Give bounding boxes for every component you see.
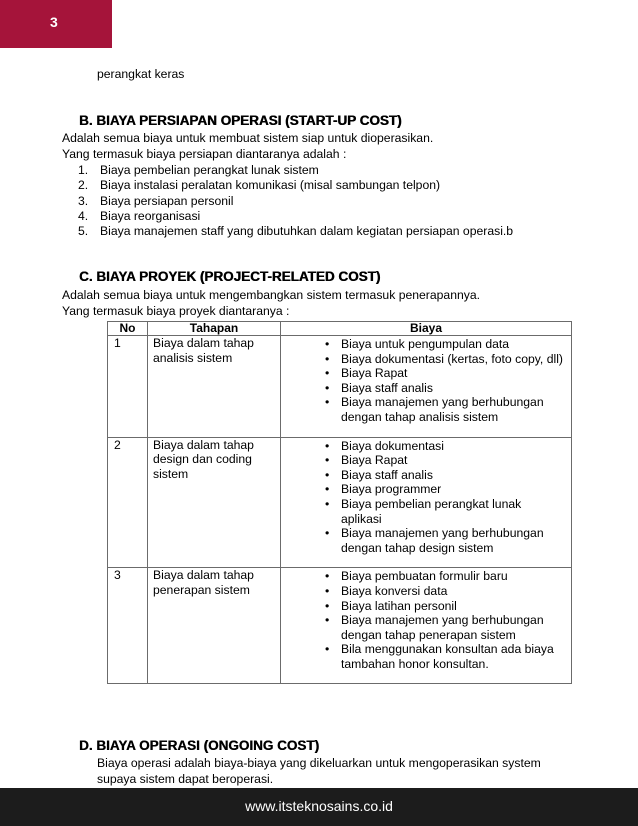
cost-item: • Biaya manajemen yang berhubungan dengan tahap penerapan sistem (281, 613, 571, 642)
header-no: No (108, 322, 148, 336)
cost-item: • Biaya staff analis (281, 381, 571, 396)
row-number: 2 (108, 437, 148, 568)
cost-item: • Biaya manajemen yang berhubungan dengan tahap design sistem (281, 526, 571, 555)
row-stage: Biaya dalam tahap penerapan sistem (148, 568, 281, 684)
row-costs (281, 568, 572, 684)
cost-item: • Biaya programmer (281, 482, 571, 497)
section-b-desc-1: Adalah semua biaya untuk membuat sistem siap untuk dioperasikan. (62, 131, 434, 145)
row-costs (281, 336, 572, 438)
row-number: 3 (108, 568, 148, 684)
list-item: 3. Biaya persiapan personil (78, 193, 234, 208)
row-stage: Biaya dalam tahap analisis sistem (148, 336, 281, 438)
cost-item: • Biaya latihan personil (281, 599, 571, 614)
table-row (108, 568, 572, 684)
cost-item: • Biaya dokumentasi (281, 439, 571, 454)
header-cost: Biaya (281, 322, 572, 336)
section-b-title: B. BIAYA PERSIAPAN OPERASI (START-UP COST) (79, 113, 402, 128)
project-cost-table (107, 321, 572, 684)
startup-cost-list (62, 163, 513, 239)
cost-item: • Biaya Rapat (281, 366, 571, 381)
section-b-desc-2: Yang termasuk biaya persiapan diantaranya adalah : (62, 147, 347, 161)
intro-text: perangkat keras (97, 67, 185, 81)
section-c-desc-2: Yang termasuk biaya proyek diantaranya : (62, 304, 290, 318)
section-d-title: D. BIAYA OPERASI (ONGOING COST) (79, 738, 320, 753)
cost-item: • Biaya untuk pengumpulan data (281, 337, 571, 352)
list-item: 2. Biaya instalasi peralatan komunikasi (misal sambungan telpon) (78, 178, 441, 193)
row-number: 1 (108, 336, 148, 438)
cost-item: • Biaya dokumentasi (kertas, foto copy, dll) (281, 352, 571, 367)
cost-item: • Biaya konversi data (281, 584, 571, 599)
page-number-badge (0, 0, 112, 48)
list-item: 4. Biaya reorganisasi (78, 208, 201, 223)
section-d-line-1: Biaya operasi adalah biaya-biaya yang dikeluarkan untuk mengoperasikan system (97, 756, 541, 770)
cost-item: • Bila menggunakan konsultan ada biaya tambahan honor konsultan. (281, 642, 571, 671)
cost-item: • Biaya pembelian perangkat lunak aplikasi (281, 497, 571, 526)
list-item: 1. Biaya pembelian perangkat lunak sistem (78, 163, 319, 177)
table-header-row (108, 322, 572, 336)
page-number: 3 (50, 14, 58, 30)
cost-item: • Biaya pembuatan formulir baru (281, 569, 571, 584)
list-item: 5. Biaya manajemen staff yang dibutuhkan dalam kegiatan persiapan operasi.b (78, 224, 514, 239)
table-row (108, 336, 572, 438)
header-stage: Tahapan (148, 322, 281, 336)
website-link[interactable]: www.itsteknosains.co.id (245, 798, 393, 814)
cost-item: • Biaya Rapat (281, 453, 571, 468)
section-d-line-2: supaya sistem dapat beroperasi. (97, 772, 274, 786)
row-costs (281, 437, 572, 568)
section-c-title: C. BIAYA PROYEK (PROJECT-RELATED COST) (79, 269, 381, 284)
section-c-desc-1: Adalah semua biaya untuk mengembangkan sistem termasuk penerapannya. (62, 288, 481, 302)
cost-item: • Biaya manajemen yang berhubungan dengan tahap analisis sistem (281, 395, 571, 424)
cost-item: • Biaya staff analis (281, 468, 571, 483)
table-row (108, 437, 572, 568)
row-stage: Biaya dalam tahap design dan coding sistem (148, 437, 281, 568)
